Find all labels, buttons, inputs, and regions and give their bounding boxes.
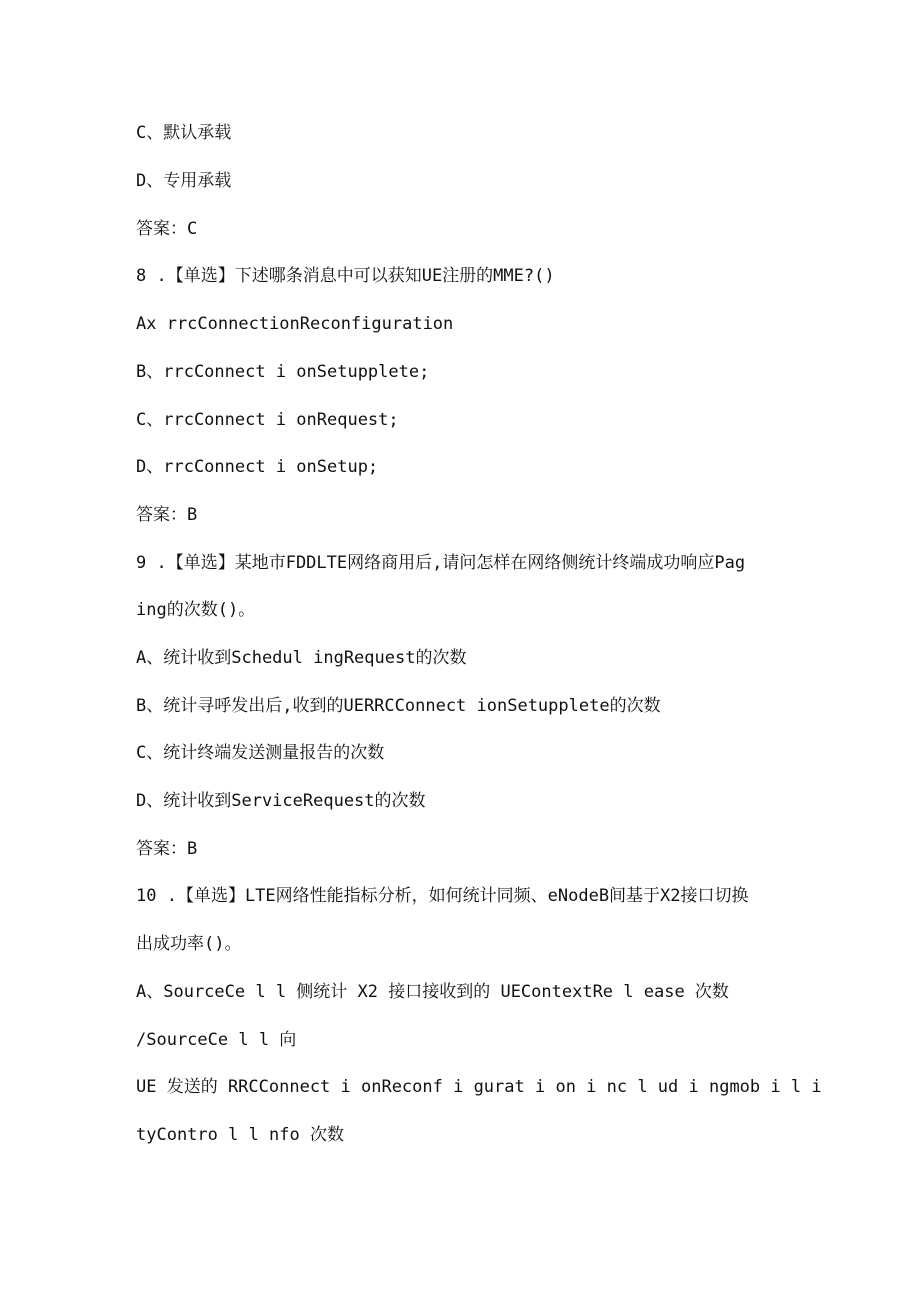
q8-option-c: C、rrcConnect i onRequest; [136,410,399,430]
q8-option-b: B、rrcConnect i onSetupplete; [136,362,430,382]
q9-option-a: A、统计收到Schedul ingRequest的次数 [136,648,467,668]
answer-q8: 答案：B [136,505,198,525]
q9-option-d: D、统计收到ServiceRequest的次数 [136,791,426,811]
q9-option-b: B、统计寻呼发出后,收到的UERRCConnect ionSetupplete的次数 [136,696,661,716]
q10-option-a-line-2: /SourceCe l l 向 [136,1030,297,1050]
question-9-line-1: 9 .【单选】某地市FDDLTE网络商用后,请问怎样在网络侧统计终端成功响应Pag [136,553,746,573]
question-10-line-2: 出成功率()。 [136,934,242,954]
answer-q9: 答案：B [136,839,198,859]
q10-option-a-line-3: UE 发送的 RRCConnect i onReconf i gurat i on i nc l ud i ngmob i l i [136,1077,822,1097]
q8-option-a: Ax rrcConnectionReconfiguration [136,314,454,334]
q8-option-d: D、rrcConnect i onSetup; [136,457,379,477]
q9-option-c: C、统计终端发送测量报告的次数 [136,743,385,763]
question-10-line-1: 10 .【单选】LTE网络性能指标分析，如何统计同频、eNodeB间基于X2接口切换 [136,886,749,906]
option-c-default-bearer: C、默认承载 [136,123,232,143]
question-9-line-2: ing的次数()。 [136,600,256,620]
q10-option-a-line-1: A、SourceCe l l 侧统计 X2 接口接收到的 UEContextRe l ease 次数 [136,982,729,1002]
answer-q7: 答案：C [136,219,198,239]
question-8: 8 .【单选】下述哪条消息中可以获知UE注册的MME?() [136,266,555,286]
option-d-dedicated-bearer: D、专用承载 [136,171,232,191]
q10-option-a-line-4: tyContro l l nfo 次数 [136,1125,344,1145]
